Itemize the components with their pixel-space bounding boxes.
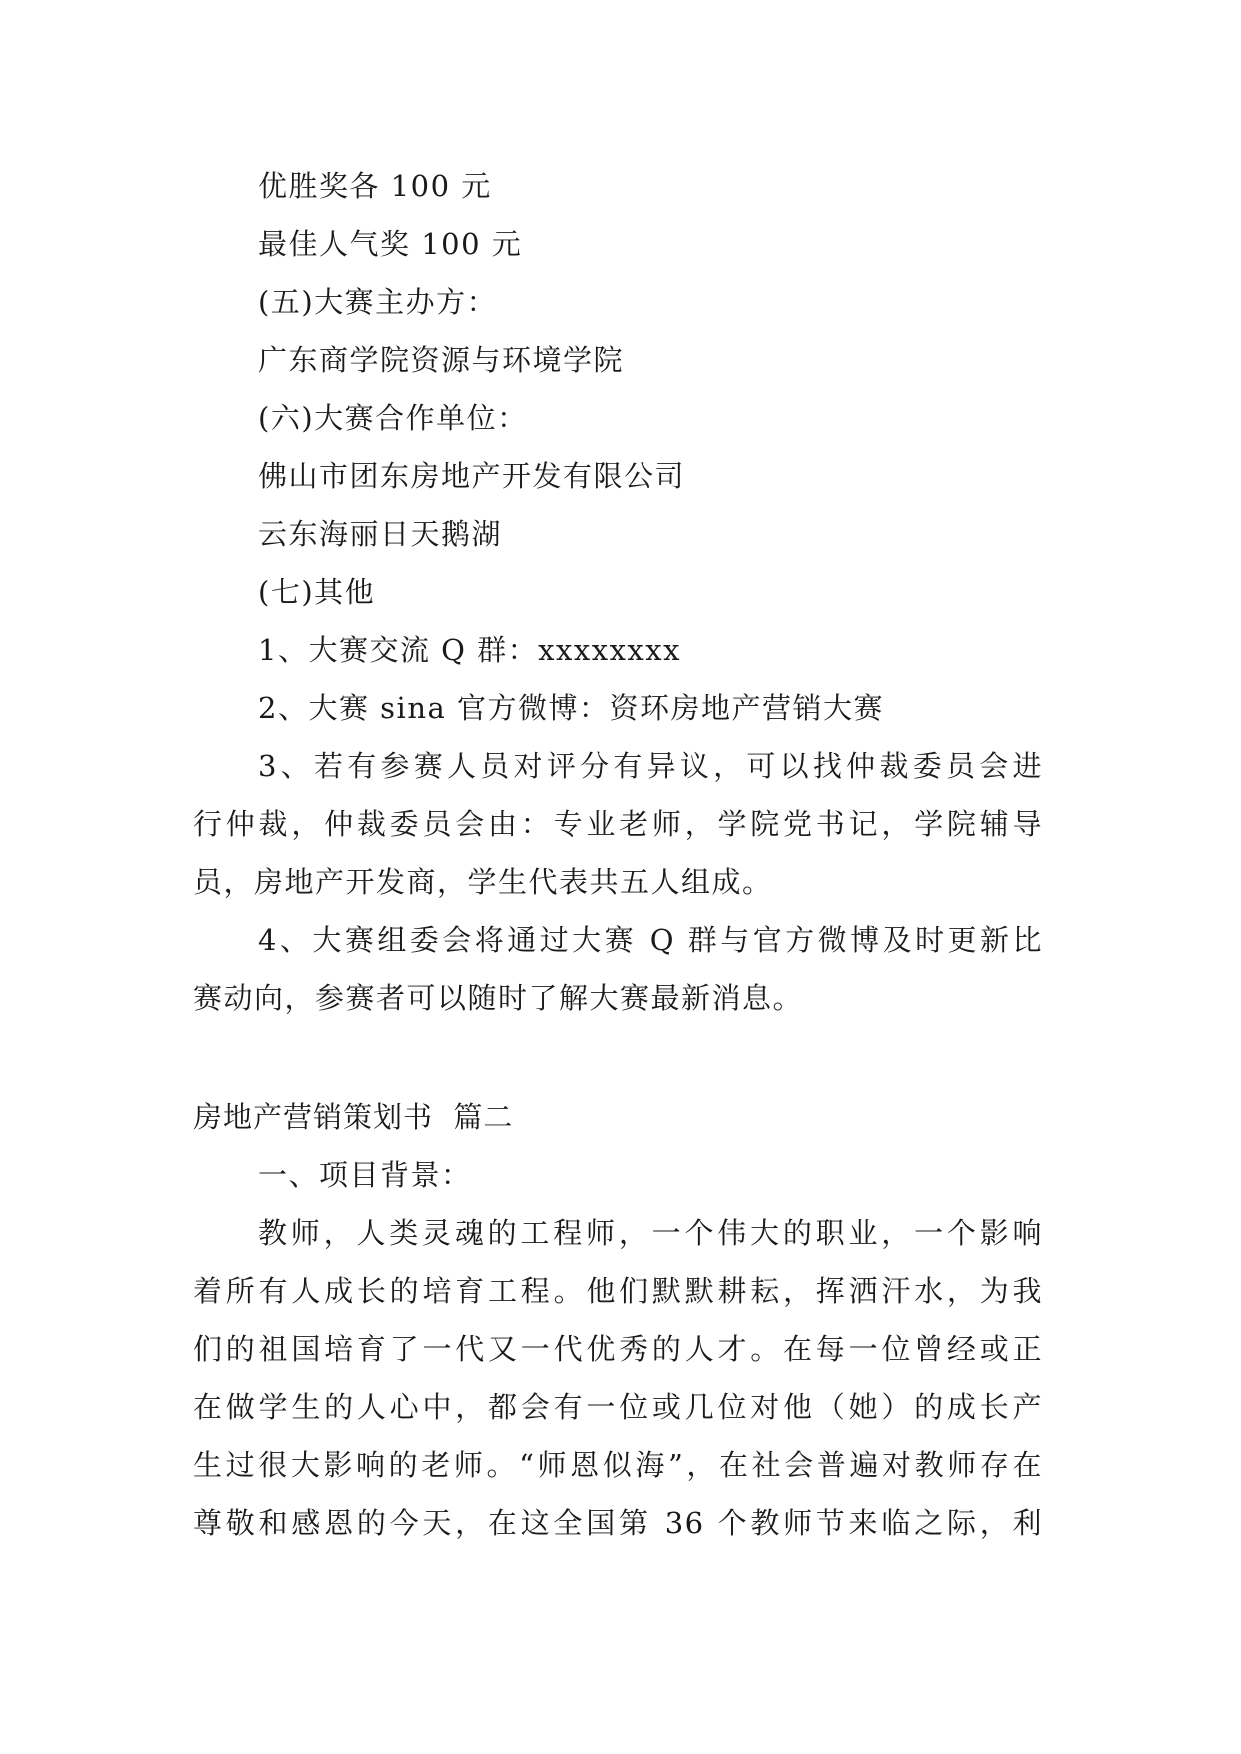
organizer-name: 广东商学院资源与环境学院 [258,343,625,377]
background-paragraph-line-2: 着所有人成长的培育工程。他们默默耕耘，挥洒汗水，为我 [193,1274,1043,1308]
background-paragraph-line-5: 生过很大影响的老师。“师恩似海”，在社会普遍对教师存在 [193,1448,1043,1482]
background-paragraph-line-4: 在做学生的人心中，都会有一位或几位对他（她）的成长产 [193,1390,1043,1424]
partner-heading: (六)大赛合作单位： [258,401,528,435]
other-item-3-line-3: 员，房地产开发商，学生代表共五人组成。 [193,865,773,899]
section-title: 房地产营销策划书 篇二 [193,1100,514,1134]
other-item-4-line-2: 赛动向，参赛者可以随时了解大赛最新消息。 [193,981,804,1015]
background-heading: 一、项目背景： [258,1158,472,1192]
prize-excellence-line: 优胜奖各 100 元 [258,169,492,203]
background-paragraph-line-1: 教师，人类灵魂的工程师，一个伟大的职业，一个影响 [258,1216,1043,1250]
organizer-heading: (五)大赛主办方： [258,285,498,319]
other-item-4-line-1: 4、大赛组委会将通过大赛 Q 群与官方微博及时更新比 [258,923,1043,957]
other-heading: (七)其他 [258,575,376,609]
other-item-1: 1、大赛交流 Q 群：xxxxxxxx [258,633,682,667]
other-item-3-line-2: 行仲裁，仲裁委员会由：专业老师，学院党书记，学院辅导 [193,807,1043,841]
other-item-2: 2、大赛 sina 官方微博：资环房地产营销大赛 [258,691,885,725]
partner-name-1: 佛山市团东房地产开发有限公司 [258,459,686,493]
other-item-3-line-1: 3、若有参赛人员对评分有异议，可以找仲裁委员会进 [258,749,1043,783]
partner-name-2: 云东海丽日天鹅湖 [258,517,503,551]
background-paragraph-line-6: 尊敬和感恩的今天，在这全国第 36 个教师节来临之际，利 [193,1506,1043,1540]
prize-popularity-line: 最佳人气奖 100 元 [258,227,523,261]
background-paragraph-line-3: 们的祖国培育了一代又一代优秀的人才。在每一位曾经或正 [193,1332,1043,1366]
